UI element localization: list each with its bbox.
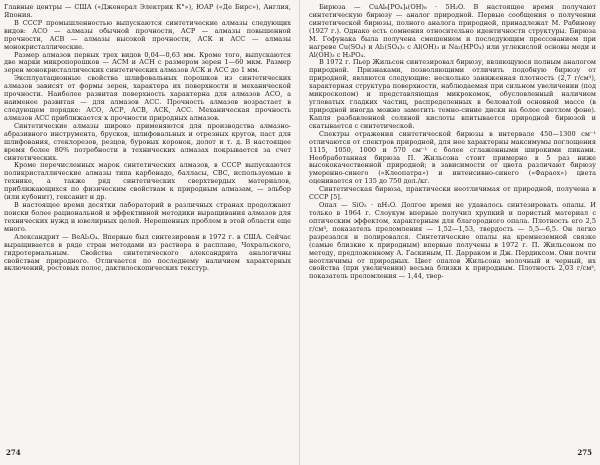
page-number: 274 <box>6 448 21 457</box>
paragraph: Синтетическая бирюза, практически неотличимая от природной, получена в СССР [5]. <box>309 185 596 202</box>
paragraph: Эксплуатационные свойства шлифовальных порошков из синтетических алмазов зависят от формы зерен, характера их поверхности и механической прочности. Наиболее развитая поверхность характерна для алмазов АСО, а наименее развитая — для алмазов АСС. Прочность алмазов возрастает в следующем порядке: АСО, АСР, АСВ, АСК, АСС. Механическая прочность алмазов АСС приближается к прочности природных алмазов. <box>4 74 291 122</box>
paragraph: В 1972 г. Пьер Жильсон синтезировал бирюзу, являющуюся полным аналогом природной. Признаками, позволяющими отличить подобную бирюзу от природной, являются следующие: несколько заниженная плотность (2,7 г/см³), характерная структура поверхности, наблюдаемая при сильном увеличении (под микроскопом) и представляющая микрокомок, обусловленный наличием угловатых гладких частиц, распределенных в беловатой основной массе (в природной иногда можно заметить темно-синие диски на более светлом фоне). Капля разбавленной соляной кислоты впитывается природной бирюзой и скатывается с синтетической. <box>309 58 596 130</box>
paragraph: В СССР промышленностью выпускаются синтетические алмазы следующих видов: АСО — алмазы обычной прочности, АСР — алмазы повышенной прочности, АСВ — алмазы высокой прочности, АСК и АСС — алмазы монокристаллические. <box>4 18 291 51</box>
paragraph: Кроме перечисленных марок синтетических алмазов, в СССР выпускаются поликристаллические алмазы типа карбонадо, балласы, СВС, используемые в технике, а также ряд синтетических сверхтвердых материалов, приближающихся по физическим свойствам к природным алмазам, — эльбор (или кубонит), гексанит и др. <box>4 161 291 202</box>
paragraph: Опал — SiO₂ · nH₂O. Долгое время не удавалось синтезировать опалы. И только в 1964 г. Слоукум впервые получил хрупкий и пористый материал с оптическим эффектом, характерным для благородного опала. Плотность его 2,5 г/см³, показатель преломления — 1,52—1,53, твердость — 5,5—6,5. Он легко разрезался и полировался. Синтетические опалы на кремнеземной связке (самые близкие к природным) впервые получены в 1972 г. П. Жильсоном по методу, предложенному А. Гаскиным, П. Дарраком и Дж. Пердиксом. Они почти неотличимы от природных. Цвет опалов Жильсона молочный и черный, их свойства (при увеличении) весьма близки к природным. Плотность 2,03 г/см³, показатель преломления — 1,44, твер- <box>309 201 596 281</box>
paragraph: Главные центры — США («Дженерал Электрик К°»), ЮАР («Де Бирс»), Англия, Япония. <box>4 4 291 19</box>
paragraph: Синтетические алмазы широко применяются для производства алмазно-абразивного инструмента, брусков, шлифовальных и отрезных кругов, паст для шлифования, стеклорезов, резцов, буровых коронок, долот и т. д. В настоящее время более 80% потребности в технических алмазах покрывается за счет синтетических. <box>4 121 291 162</box>
page-gutter <box>299 0 300 465</box>
paragraph: В настоящее время десятки лабораторий в различных странах продолжают поиски более рациональной и эффективной методики выращивания алмазов для технических нужд и ювелирных целей. Нерешенных проблем в этой области еще много. <box>4 201 291 233</box>
page-number: 275 <box>577 448 592 457</box>
paragraph: Бирюза — CuAl₆[PO₄]₄(OH)₈ · 5H₂O. В настоящее время получают синтетическую бирюзу — аналог природной. Первые сообщения о получении синтетической бирюзы, полного аналога природной, принадлежат М. Рабинову (1927 г.). Однако есть сомнения относительно идентичности структуры. Бирюза М. Гофунака была получена смешением и последующим прессованием при нагреве Cu(SO₄) и Al₂(SO₄)₃ с Al(OH)₃ и Na₂(HPO₄) или углекислой основы меди и Al(OH)₃ с H₃PO₄. <box>309 4 596 59</box>
right-page <box>309 4 596 460</box>
left-page <box>4 4 291 460</box>
paragraph: Размер алмазов первых трех видов 0,04—0,63 мм. Кроме того, выпускаются две марки микропорошков — АСМ и АСН с размером зерен 1—60 мкм. Размер зерен монокристаллических синтетических алмазов АСК и АСС до 1 мм. <box>4 50 291 75</box>
paragraph: Спектры отражения синтетической бирюзы в интервале 450—1300 см⁻¹ отличаются от спектров природной, для нее характерны максимумы поглощения 1115, 1050, 1000 и 570 см⁻¹ с более сглаженными широкими пиками. Необработанная бирюза П. Жильсона стоит примерно в 5 раз ниже высококачественной природной; в зависимости от цвета различают бирюзу умеренно-синего («Клеопатра») и интенсивно-синего («Фараох») цвета оценивается от 135 до 750 дол./кг. <box>309 129 596 186</box>
paragraph: Александрит — BeAl₂O₄. Впервые был синтезирован в 1972 г. в США. Сейчас выращивается в ряде стран методами из раствора в расплаве, Чохральского, гидротермальным. Свойства синтетического александрита аналогичны свойствам природного. Отличается по последнему наличием характерных включений, ростовых полос, дактилоскопических текстур. <box>4 232 291 273</box>
